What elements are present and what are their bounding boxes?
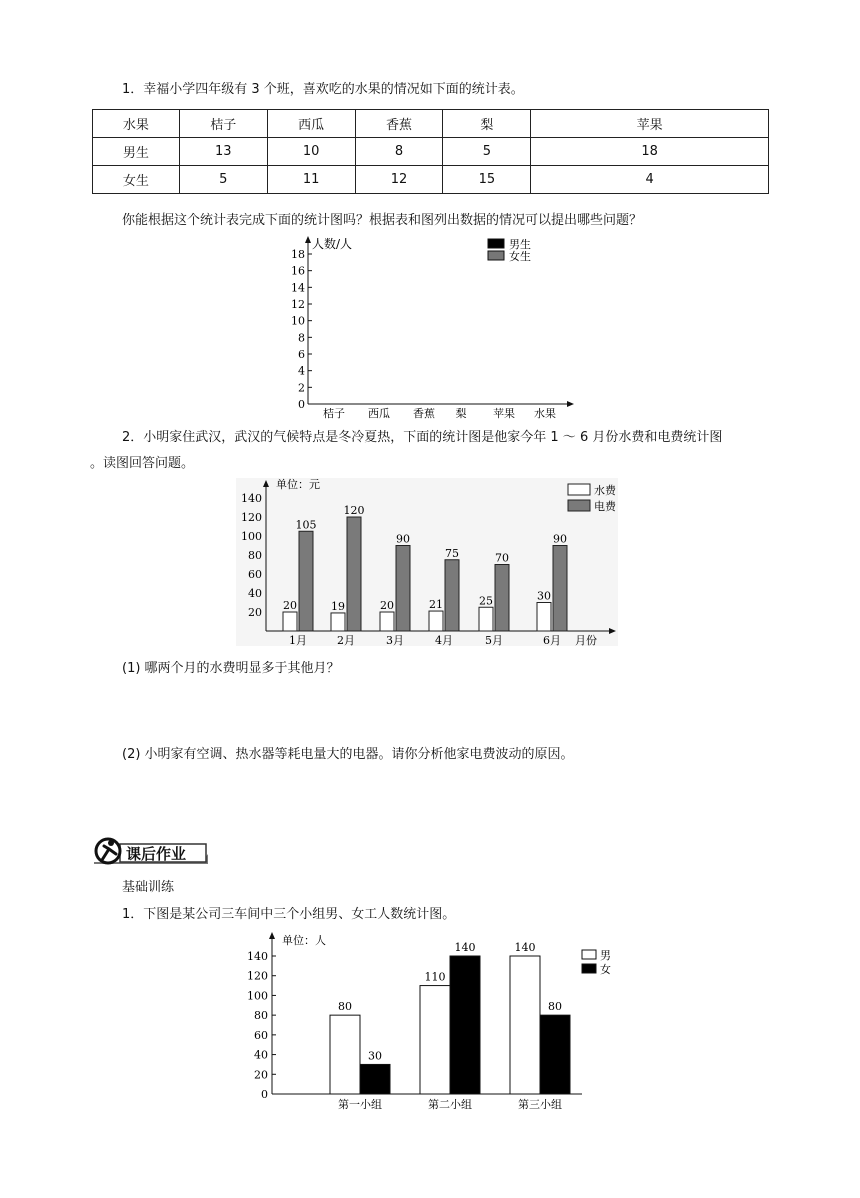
- data-label: 20: [283, 599, 297, 612]
- data-label: 80: [548, 1000, 562, 1014]
- x-axis-label: 水果: [534, 407, 556, 420]
- data-label: 80: [338, 1000, 352, 1014]
- y-tick-label: 0: [261, 1088, 268, 1101]
- table-header-cell: 梨: [443, 110, 531, 138]
- badge-label: 课后作业: [126, 845, 187, 863]
- data-label: 120: [343, 504, 365, 517]
- bar: [347, 517, 361, 631]
- unit-label: 单位：元: [276, 478, 320, 491]
- table-cell: 女生: [93, 166, 180, 194]
- bar: [283, 612, 297, 631]
- y-tick-label: 0: [298, 398, 305, 411]
- x-tick-label: 梨: [455, 407, 467, 420]
- q1-question: 你能根据这个统计表完成下面的统计图吗？根据表和图列出数据的情况可以提出哪些问题？: [122, 213, 643, 228]
- table-header-cell: 苹果: [531, 110, 769, 138]
- x-tick-label: 1月: [289, 634, 307, 647]
- runner-icon: [96, 839, 120, 863]
- q2-title: 2．小明家住武汉，武汉的气候特点是冬冷夏热，下面的统计图是他家今年 1 ～ 6 月份水费和电费统计图: [122, 430, 723, 445]
- legend-label: 女: [600, 963, 611, 976]
- y-tick-label: 80: [254, 1009, 268, 1023]
- data-label: 90: [553, 532, 567, 546]
- bar: [380, 612, 394, 631]
- data-label: 90: [396, 532, 410, 546]
- bar: [396, 546, 410, 632]
- legend-swatch: [582, 950, 596, 959]
- table-cell: 8: [355, 138, 443, 166]
- y-tick-label: 4: [298, 364, 305, 378]
- table-cell: 11: [267, 166, 355, 194]
- section-heading: 基础训练: [122, 880, 175, 895]
- bar: [495, 565, 509, 632]
- q2-sub2: (2) 小明家有空调、热水器等耗电量大的电器。请你分析他家电费波动的原因。: [122, 747, 574, 762]
- bar: [360, 1064, 390, 1094]
- data-label: 140: [454, 941, 476, 954]
- data-label: 140: [514, 941, 536, 954]
- data-label: 75: [445, 546, 459, 560]
- bar: [553, 546, 567, 632]
- data-label: 21: [429, 598, 443, 612]
- y-tick-label: 18: [291, 248, 305, 261]
- bar: [445, 560, 459, 631]
- x-tick-label: 桔子: [323, 407, 345, 420]
- x-tick-label: 第二小组: [428, 1098, 472, 1111]
- table-cell: 13: [179, 138, 267, 166]
- table-header-cell: 西瓜: [267, 110, 355, 138]
- table-header-cell: 香蕉: [355, 110, 443, 138]
- y-tick-label: 20: [254, 1068, 268, 1082]
- y-tick-label: 140: [241, 492, 262, 505]
- bar: [331, 613, 345, 631]
- y-tick-label: 140: [247, 950, 268, 963]
- x-tick-label: 西瓜: [368, 407, 390, 420]
- bar: [330, 1015, 360, 1094]
- table-header-cell: 水果: [93, 110, 180, 138]
- fruit-table: [92, 109, 769, 194]
- table-cell: 18: [531, 138, 769, 166]
- legend-label: 电费: [594, 500, 616, 513]
- bar: [420, 986, 450, 1094]
- x-tick-label: 苹果: [493, 407, 515, 420]
- table-cell: 15: [443, 166, 531, 194]
- y-tick-label: 8: [298, 331, 305, 345]
- q2-sub1: (1) 哪两个月的水费明显多于其他月？: [122, 661, 340, 676]
- y-tick-label: 10: [291, 314, 305, 328]
- bar: [450, 956, 480, 1094]
- table-cell: 5: [179, 166, 267, 194]
- legend-swatch: [568, 484, 590, 495]
- y-axis-label: 人数/人: [312, 237, 353, 251]
- data-label: 110: [424, 970, 446, 984]
- q2-title-cont: 。读图回答问题。: [90, 456, 195, 471]
- y-tick-label: 12: [291, 298, 305, 311]
- y-axis-arrow: [305, 236, 311, 243]
- y-tick-label: 100: [247, 989, 268, 1003]
- data-label: 30: [537, 589, 551, 603]
- bar: [510, 956, 540, 1094]
- workers-chart: [220, 928, 630, 1112]
- y-axis-arrow: [269, 932, 275, 939]
- x-tick-label: 香蕉: [413, 407, 435, 420]
- y-tick-label: 6: [298, 348, 305, 361]
- bar: [299, 531, 313, 631]
- data-label: 70: [495, 551, 509, 565]
- y-tick-label: 60: [254, 1028, 268, 1042]
- y-tick-label: 16: [291, 264, 305, 278]
- bar: [540, 1015, 570, 1094]
- legend-label: 男生: [509, 238, 531, 251]
- unit-label: 单位：人: [282, 934, 326, 947]
- legend-label: 女生: [509, 250, 531, 263]
- data-label: 20: [380, 599, 394, 612]
- table-cell: 4: [531, 166, 769, 194]
- legend-label: 水费: [594, 484, 616, 497]
- x-tick-label: 第一小组: [338, 1098, 382, 1111]
- x-tick-label: 6月: [543, 634, 561, 647]
- x-tick-label: 第三小组: [518, 1098, 562, 1111]
- bar: [479, 607, 493, 631]
- y-tick-label: 40: [248, 587, 262, 600]
- table-cell: 12: [355, 166, 443, 194]
- data-label: 105: [295, 518, 317, 532]
- y-tick-label: 14: [291, 281, 305, 295]
- table-cell: 10: [267, 138, 355, 166]
- y-tick-label: 120: [247, 969, 268, 983]
- table-header-cell: 桔子: [179, 110, 267, 138]
- y-tick-label: 2: [298, 381, 305, 395]
- y-tick-label: 60: [248, 568, 262, 581]
- legend-swatch: [582, 964, 596, 973]
- table-cell: 男生: [93, 138, 180, 166]
- table-header-row: [93, 110, 769, 138]
- x-tick-label: 4月: [435, 634, 453, 647]
- utility-chart: [232, 474, 622, 650]
- homework-badge: [90, 834, 210, 868]
- y-tick-label: 100: [241, 530, 262, 543]
- x-tick-label: 2月: [337, 634, 355, 647]
- legend-swatch: [488, 251, 504, 260]
- legend-swatch: [568, 500, 590, 511]
- y-tick-label: 80: [248, 549, 262, 562]
- table-row: [93, 138, 769, 166]
- table-row: [93, 166, 769, 194]
- legend-label: 男: [600, 949, 611, 962]
- data-label: 30: [368, 1049, 382, 1063]
- table-cell: 5: [443, 138, 531, 166]
- y-tick-label: 120: [241, 511, 262, 524]
- x-axis-arrow: [567, 401, 574, 407]
- legend-swatch: [488, 239, 504, 248]
- data-label: 19: [331, 599, 345, 613]
- x-axis-label: 月份: [575, 634, 597, 647]
- q1-title: 1．幸福小学四年级有 3 个班，喜欢吃的水果的情况如下面的统计表。: [122, 82, 524, 97]
- data-label: 25: [479, 594, 493, 608]
- fruit-chart: [280, 232, 580, 422]
- section-q1: 1．下图是某公司三车间中三个小组男、女工人数统计图。: [122, 907, 456, 922]
- x-tick-label: 3月: [386, 634, 404, 647]
- y-tick-label: 20: [248, 606, 262, 619]
- y-tick-label: 40: [254, 1048, 268, 1062]
- x-tick-label: 5月: [485, 634, 503, 647]
- bar: [429, 611, 443, 631]
- bar: [537, 603, 551, 632]
